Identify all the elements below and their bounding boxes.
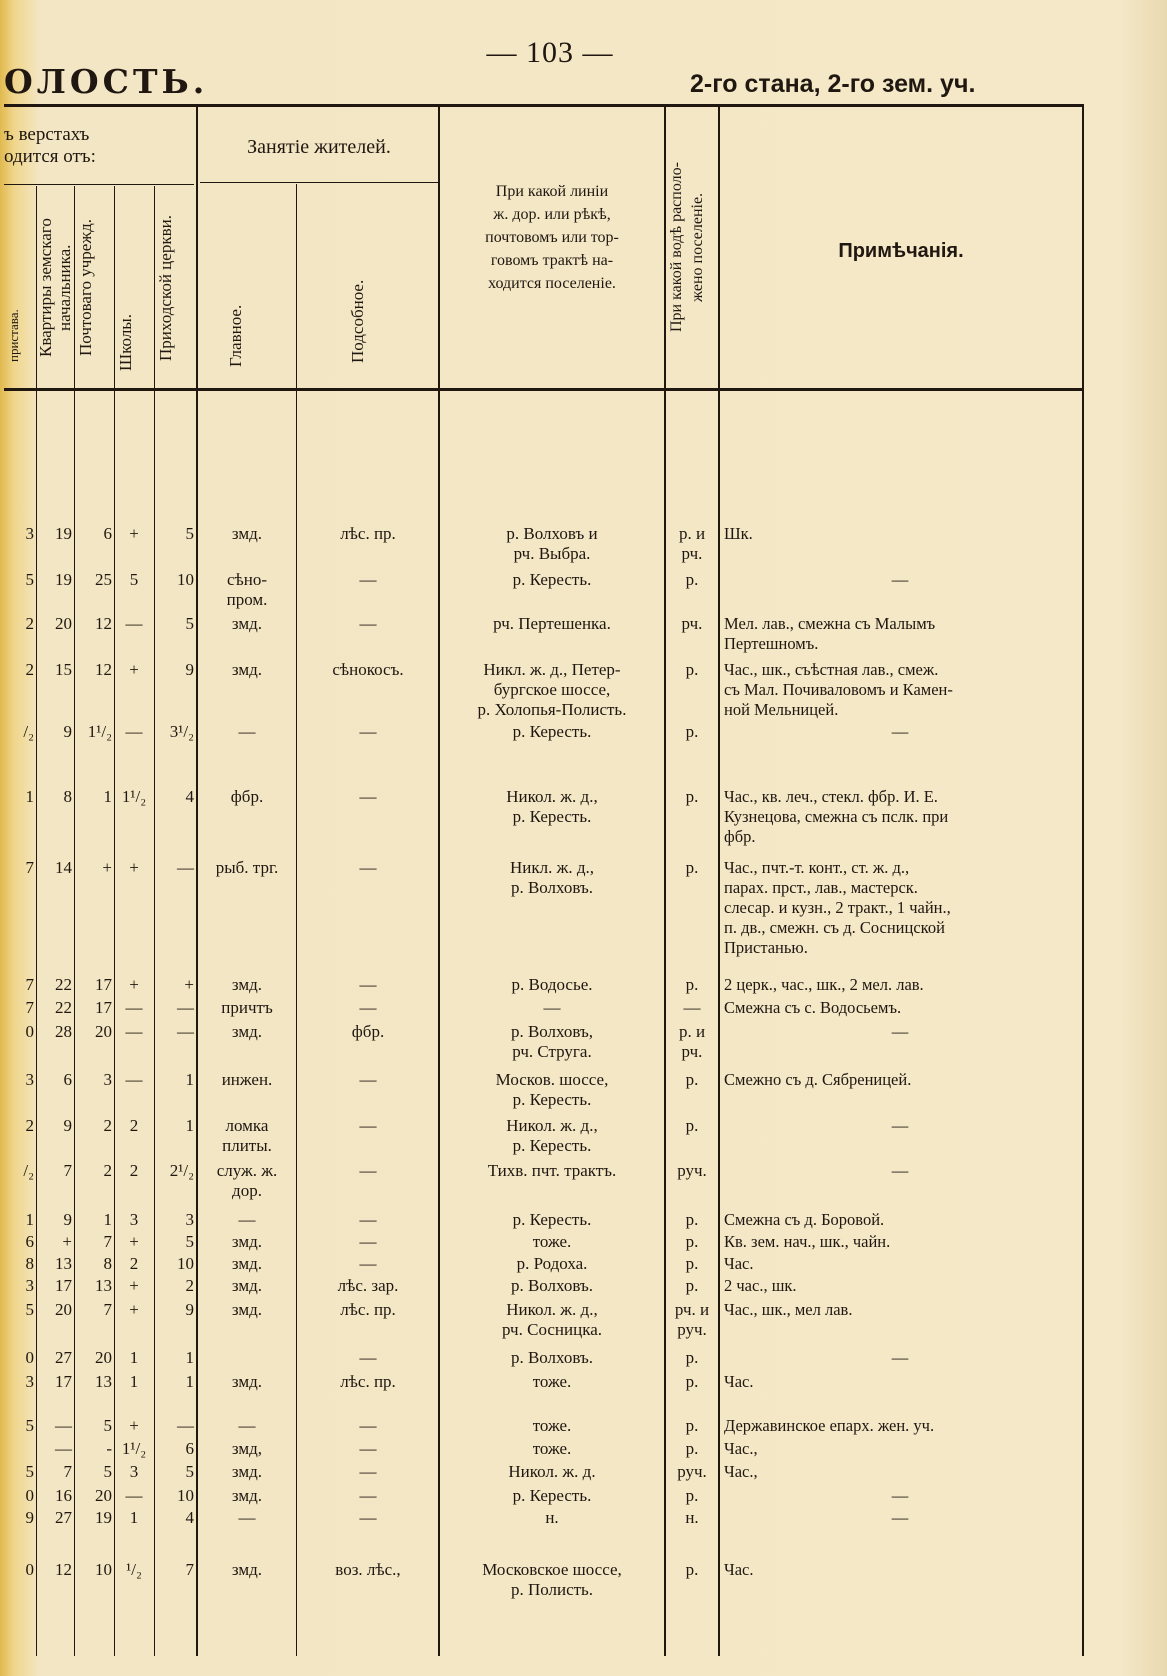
cell-aux: — [359, 1254, 377, 1273]
cell-c: 13 [95, 1372, 112, 1391]
cell-b: 22 [55, 998, 72, 1017]
cell-a: 5 [25, 1462, 34, 1481]
cell-e: 1 [185, 1116, 194, 1135]
cell-water: р. [685, 858, 699, 877]
cell-line: Москов. шоссе, р. Кересть. [495, 1070, 609, 1109]
cell-d: — [125, 722, 143, 741]
cell-e: — [177, 1416, 194, 1435]
cell-note: Час., шк., съѣстная лав., смеж. съ Мал. Почиваловомъ и Камен- ной Мельницей. [724, 660, 953, 719]
cell-a: 2 [25, 614, 34, 633]
cell-a: 7 [25, 998, 34, 1017]
cell-d: + [129, 660, 139, 679]
cell-d: 1 [129, 1508, 139, 1527]
col-divider-a [36, 186, 37, 1656]
cell-e: 1 [185, 1348, 194, 1367]
cell-d: + [129, 1416, 139, 1435]
cell-water: р. [685, 1232, 699, 1251]
cell-water: руч. [677, 1462, 707, 1481]
cell-c: 13 [95, 1276, 112, 1295]
cell-water: р. [685, 1348, 699, 1367]
cell-d: — [125, 998, 143, 1017]
cell-d: 3 [129, 1462, 139, 1481]
cell-a: 8 [25, 1254, 34, 1273]
cell-e: 9 [185, 1300, 194, 1319]
cell-e: 5 [185, 1462, 194, 1481]
cell-c: 5 [103, 1416, 112, 1435]
district-heading: 2-го стана, 2-го зем. уч. [690, 70, 976, 98]
cell-note: Смежна съ с. Водосьемъ. [724, 998, 902, 1017]
cell-note: — [891, 1161, 909, 1180]
cell-aux: — [359, 1210, 377, 1229]
cell-a: 0 [25, 1348, 34, 1367]
cell-b: 20 [55, 1300, 72, 1319]
cell-note: Час. [724, 1254, 754, 1273]
cell-d: 1 [129, 1372, 139, 1391]
cell-b: 17 [55, 1372, 72, 1391]
cell-main: змд. [231, 975, 263, 994]
cell-b: 15 [55, 660, 72, 679]
cell-d: 2 [129, 1161, 139, 1180]
cell-e: 2 [185, 1276, 194, 1295]
cell-main: змд. [231, 614, 263, 633]
cell-line: р. Волховъ, рч. Струга. [510, 1022, 594, 1061]
cell-c: 20 [95, 1486, 112, 1505]
cell-water: р. [685, 1254, 699, 1273]
cell-aux: — [359, 787, 377, 806]
col-c-header: Почтоваго учрежд. [76, 219, 95, 357]
cell-main: змд. [231, 524, 263, 543]
cell-c: 5 [103, 1462, 112, 1481]
cell-main: змд. [231, 1022, 263, 1041]
cell-water: р. [685, 975, 699, 994]
cell-d: 5 [129, 570, 139, 589]
cell-main: змд. [231, 1560, 263, 1579]
cell-aux: лѣс. пр. [340, 1300, 396, 1319]
cell-water: р. [685, 1372, 699, 1391]
cell-note: Час., пчт.-т. конт., ст. ж. д., парах. прст., лав., мастерск. слесар. и кузн., 2 тракт., 1 чайн., п. дв., смежн. съ д. Сосницской Пристанью. [724, 858, 951, 957]
cell-line: р. Волховъ. [510, 1276, 594, 1295]
cell-c: 7 [103, 1232, 112, 1251]
cell-a: 2 [25, 1116, 34, 1135]
cell-b: 22 [55, 975, 72, 994]
cell-aux: — [359, 1508, 377, 1527]
cell-c: 25 [95, 570, 112, 589]
cell-c: 12 [95, 614, 112, 633]
cell-b: 9 [63, 722, 72, 741]
cell-line: Никл. ж. д., Петер- бургское шоссе, р. Холопья-Полисть. [477, 660, 627, 719]
cell-line: Никол. ж. д., р. Кересть. [506, 1116, 598, 1155]
cell-a: 7 [25, 975, 34, 994]
cell-a: 9 [25, 1508, 34, 1527]
cell-e: — [177, 998, 194, 1017]
cell-e: 6 [185, 1439, 194, 1458]
cell-c: 1 [103, 1210, 112, 1229]
cell-a: 7 [25, 858, 34, 877]
cell-aux: — [359, 722, 377, 741]
col-divider-c [114, 186, 115, 1656]
cell-aux: — [359, 1416, 377, 1435]
cell-b: 27 [55, 1508, 72, 1527]
cell-e: 3¹/₂ [169, 722, 194, 741]
cell-line: тоже. [532, 1439, 572, 1458]
cell-main: змд. [231, 1462, 263, 1481]
cell-line: р. Кересть. [512, 722, 592, 741]
cell-note: Час., [724, 1462, 758, 1481]
cell-c: 7 [103, 1300, 112, 1319]
cell-water: — [683, 998, 701, 1017]
col-water-header: При какой водѣ располо- жено поселеніе. [668, 162, 706, 332]
cell-aux: — [359, 614, 377, 633]
cell-d: 1¹/₂ [121, 1439, 147, 1458]
cell-note: — [891, 1116, 909, 1135]
cell-a: 2 [25, 660, 34, 679]
cell-d: + [129, 858, 139, 877]
cell-b: 6 [63, 1070, 72, 1089]
cell-e: 4 [185, 787, 194, 806]
cell-aux: — [359, 1486, 377, 1505]
cell-main: змд. [231, 1254, 263, 1273]
cell-main: змд. [231, 1276, 263, 1295]
cell-b: 16 [55, 1486, 72, 1505]
cell-d: + [129, 975, 139, 994]
cell-d: 3 [129, 1210, 139, 1229]
cell-water: р. [685, 1116, 699, 1135]
cell-c: 17 [95, 998, 112, 1017]
cell-aux: воз. лѣс., [335, 1560, 401, 1579]
cell-b: 9 [63, 1210, 72, 1229]
cell-e: 10 [177, 570, 194, 589]
cell-note: Час. [724, 1372, 754, 1391]
col-d-header: Школы. [116, 314, 135, 372]
cell-c: 3 [103, 1070, 112, 1089]
cell-line: Тихв. пчт. трактъ. [487, 1161, 617, 1180]
cell-aux: — [359, 975, 377, 994]
cell-b: 7 [63, 1161, 72, 1180]
col-divider-b [74, 186, 75, 1656]
cell-e: + [184, 975, 194, 994]
col-e-header: Приходской церкви. [156, 215, 175, 361]
col-b-header: Квартиры земскаго начальника. [36, 218, 74, 358]
cell-water: р. [685, 1276, 699, 1295]
cell-line: тоже. [532, 1232, 572, 1251]
cell-e: 5 [185, 524, 194, 543]
cell-note: — [891, 570, 909, 589]
cell-b: — [55, 1416, 72, 1435]
cell-d: 1 [129, 1348, 139, 1367]
cell-e: 1 [185, 1372, 194, 1391]
cell-water: р. [685, 1560, 699, 1579]
cell-d: + [129, 524, 139, 543]
cell-e: — [177, 858, 194, 877]
cell-water: р. [685, 722, 699, 741]
cell-c: 1¹/₂ [87, 722, 112, 741]
cell-b: + [62, 1232, 72, 1251]
cell-main: — [238, 1416, 256, 1435]
cell-main: ломка плиты. [222, 1116, 272, 1155]
cell-d: — [125, 1022, 143, 1041]
cell-water: н. [685, 1508, 699, 1527]
cell-line: р. Кересть. [512, 570, 592, 589]
cell-a: /₂ [23, 1161, 34, 1180]
cell-c: 2 [103, 1161, 112, 1180]
cell-note: 2 час., шк. [724, 1276, 797, 1295]
cell-c: 6 [103, 524, 112, 543]
cell-aux: — [359, 1161, 377, 1180]
cell-aux: — [359, 1348, 377, 1367]
cell-e: 10 [177, 1254, 194, 1273]
cell-main: служ. ж. дор. [216, 1161, 278, 1200]
cell-b: 14 [55, 858, 72, 877]
cell-b: 7 [63, 1462, 72, 1481]
cell-line: тоже. [532, 1416, 572, 1435]
cell-aux: — [359, 858, 377, 877]
cell-d: + [129, 1276, 139, 1295]
cell-line: Никол. ж. д. [508, 1462, 596, 1481]
distance-group-rule [4, 184, 194, 185]
cell-a: /₂ [23, 722, 34, 741]
cell-d: — [125, 1070, 143, 1089]
cell-note: Час., шк., мел лав. [724, 1300, 853, 1319]
col-divider-notes [1082, 107, 1084, 1656]
cell-line: — [543, 998, 561, 1017]
cell-b: 27 [55, 1348, 72, 1367]
cell-e: 5 [185, 1232, 194, 1251]
cell-aux: — [359, 1439, 377, 1458]
cell-aux: лѣс. пр. [340, 524, 396, 543]
cell-d: ¹/₂ [126, 1560, 142, 1579]
cell-water: р. [685, 660, 699, 679]
cell-note: Смежна съ д. Боровой. [724, 1210, 885, 1229]
col-a-header: пристава. [6, 309, 21, 363]
table-top-rule [4, 104, 1084, 107]
cell-aux: — [359, 570, 377, 589]
cell-water: р. и рч. [678, 1022, 706, 1061]
cell-e: 7 [185, 1560, 194, 1579]
cell-line: Никл. ж. д., р. Волховъ. [509, 858, 594, 897]
cell-main: змд. [231, 1232, 263, 1251]
cell-a: 6 [25, 1232, 34, 1251]
col-main-header: Главное. [226, 304, 245, 368]
cell-water: р. [685, 570, 699, 589]
cell-e: 3 [185, 1210, 194, 1229]
cell-b: 13 [55, 1254, 72, 1273]
cell-main: инжен. [221, 1070, 273, 1089]
cell-a: 3 [25, 1276, 34, 1295]
cell-note: Кв. зем. нач., шк., чайн. [724, 1232, 891, 1251]
cell-note: Мел. лав., смежна съ Малымъ Пертешномъ. [724, 614, 936, 653]
cell-b: 12 [55, 1560, 72, 1579]
cell-a: 5 [25, 570, 34, 589]
cell-main: змд. [231, 1486, 263, 1505]
cell-main: рыб. трг. [215, 858, 279, 877]
cell-line: р. Волховъ. [510, 1348, 594, 1367]
cell-water: р. [685, 1070, 699, 1089]
cell-d: — [125, 614, 143, 633]
cell-a: 5 [25, 1300, 34, 1319]
cell-c: + [102, 858, 112, 877]
cell-a: 0 [25, 1486, 34, 1505]
cell-b: 19 [55, 524, 72, 543]
cell-c: 2 [103, 1116, 112, 1135]
cell-d: 1¹/₂ [121, 787, 147, 806]
cell-note: Час. [724, 1560, 754, 1579]
volost-heading: ОЛОСТЬ. [4, 62, 209, 101]
cell-main: — [238, 1508, 256, 1527]
cell-c: 20 [95, 1348, 112, 1367]
cell-a: 3 [25, 524, 34, 543]
cell-aux: лѣс. пр. [340, 1372, 396, 1391]
cell-b: 17 [55, 1276, 72, 1295]
cell-b: 28 [55, 1022, 72, 1041]
cell-line: рч. Пертешенка. [493, 614, 611, 633]
cell-water: рч. [681, 614, 703, 633]
cell-note: Смежно съ д. Сябреницей. [724, 1070, 912, 1089]
cell-c: 19 [95, 1508, 112, 1527]
cell-note: Час., кв. леч., стекл. фбр. И. Е. Кузнецова, смежна съ пслк. при фбр. [724, 787, 949, 846]
cell-d: 2 [129, 1116, 139, 1135]
cell-e: 10 [177, 1486, 194, 1505]
cell-water: р. [685, 1416, 699, 1435]
cell-main: фбр. [230, 787, 264, 806]
cell-aux: — [359, 1462, 377, 1481]
cell-b: 8 [63, 787, 72, 806]
cell-aux: сѣнокосъ. [332, 660, 404, 679]
cell-b: 9 [63, 1116, 72, 1135]
cell-main: — [238, 722, 256, 741]
cell-c: 1 [103, 787, 112, 806]
cell-water: р. [685, 1210, 699, 1229]
header-bottom-rule [4, 388, 1084, 391]
cell-c: 8 [103, 1254, 112, 1273]
cell-main: змд. [231, 1372, 263, 1391]
cell-water: р. [685, 1439, 699, 1458]
cell-line: Никол. ж. д., р. Кересть. [506, 787, 598, 826]
cell-note: — [891, 1508, 909, 1527]
occupation-group-rule [200, 182, 438, 183]
cell-a: 3 [25, 1372, 34, 1391]
cell-line: Московское шоссе, р. Полисть. [482, 1560, 622, 1599]
cell-b: 19 [55, 570, 72, 589]
cell-c: 12 [95, 660, 112, 679]
cell-e: 9 [185, 660, 194, 679]
cell-water: р. [685, 1486, 699, 1505]
cell-note: Шк. [724, 524, 753, 543]
cell-note: — [891, 1022, 909, 1041]
cell-a: 0 [25, 1022, 34, 1041]
cell-b: 20 [55, 614, 72, 633]
cell-main: змд, [231, 1439, 263, 1458]
cell-d: 2 [129, 1254, 139, 1273]
cell-c: 10 [95, 1560, 112, 1579]
cell-line: р. Кересть. [512, 1210, 592, 1229]
cell-d: + [129, 1232, 139, 1251]
cell-note: — [891, 1348, 909, 1367]
cell-aux: — [359, 1116, 377, 1135]
cell-water: р. и рч. [678, 524, 706, 563]
distance-group-header: ъ верстахъ одится отъ: [4, 124, 96, 167]
cell-note: — [891, 722, 909, 741]
cell-water: р. [685, 787, 699, 806]
cell-line: Никол. ж. д., рч. Сосницка. [501, 1300, 603, 1339]
cell-line: р. Волховъ и рч. Выбра. [506, 524, 598, 563]
cell-line: тоже. [532, 1372, 572, 1391]
notes-column-header: Примѣчанія. [838, 240, 964, 262]
cell-e: 5 [185, 614, 194, 633]
cell-a: 5 [25, 1416, 34, 1435]
occupation-group-header: Занятіе жителей. [247, 136, 391, 158]
cell-a: 1 [25, 787, 34, 806]
cell-b: — [55, 1439, 72, 1458]
cell-note: Час., [724, 1439, 758, 1458]
cell-c: 20 [95, 1022, 112, 1041]
cell-line: н. [545, 1508, 559, 1527]
cell-e: 2¹/₂ [169, 1161, 194, 1180]
cell-main: — [238, 1210, 256, 1229]
cell-aux: — [359, 1070, 377, 1089]
page-number: — 103 — [486, 36, 614, 69]
col-divider-d [154, 186, 155, 1656]
line-column-header: При какой линіи ж. дор. или рѣкѣ, почтовомъ или тор- говомъ трактѣ на- ходится поселеніе. [485, 183, 619, 292]
cell-aux: — [359, 1232, 377, 1251]
cell-note: Державинское епарх. жен. уч. [724, 1416, 935, 1435]
cell-note: 2 церк., час., шк., 2 мел. лав. [724, 975, 924, 994]
cell-a: 0 [25, 1560, 34, 1579]
col-divider-water [718, 107, 720, 1656]
cell-a: 3 [25, 1070, 34, 1089]
cell-aux: — [359, 998, 377, 1017]
cell-main: сѣно- пром. [226, 570, 268, 609]
cell-main: причтъ [221, 998, 273, 1017]
cell-e: 4 [185, 1508, 194, 1527]
cell-line: р. Водосье. [511, 975, 593, 994]
cell-note: — [891, 1486, 909, 1505]
cell-e: 1 [185, 1070, 194, 1089]
cell-d: + [129, 1300, 139, 1319]
col-divider-main [296, 184, 297, 1656]
col-aux-header: Подсобное. [348, 279, 367, 363]
cell-water: руч. [677, 1161, 707, 1180]
cell-line: р. Родоха. [516, 1254, 588, 1273]
cell-a: 1 [25, 1210, 34, 1229]
cell-water: рч. и руч. [674, 1300, 710, 1339]
cell-aux: лѣс. зар. [337, 1276, 399, 1295]
cell-main: змд. [231, 660, 263, 679]
cell-line: р. Кересть. [512, 1486, 592, 1505]
cell-d: — [125, 1486, 143, 1505]
cell-main: змд. [231, 1300, 263, 1319]
cell-c: - [106, 1439, 112, 1458]
cell-aux: фбр. [351, 1022, 385, 1041]
cell-c: 17 [95, 975, 112, 994]
cell-e: — [177, 1022, 194, 1041]
